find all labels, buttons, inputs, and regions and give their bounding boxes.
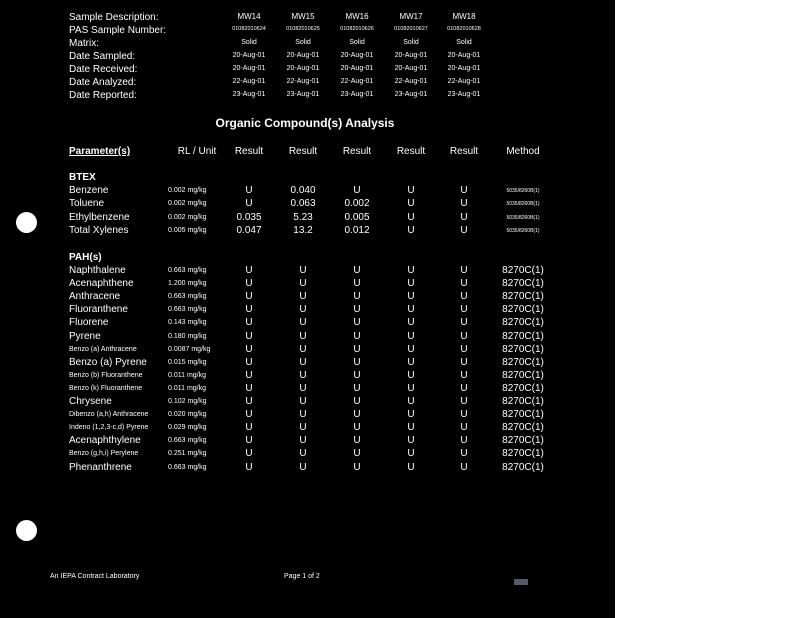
result-cell: U	[245, 330, 253, 342]
reporting-limit: 1.200 mg/kg	[168, 280, 207, 288]
result-cell: U	[299, 396, 307, 407]
method-code: 8270C(1)	[502, 317, 544, 329]
table-row	[0, 331, 615, 344]
reporting-limit: 0.015 mg/kg	[168, 358, 207, 366]
result-cell: U	[245, 265, 253, 276]
sample-matrix-5: Solid	[456, 39, 472, 46]
result-cell: U	[353, 382, 361, 394]
result-cell: U	[407, 291, 415, 303]
column-header-result-4: Result	[396, 146, 426, 157]
result-cell: U	[245, 304, 253, 316]
label-date-received: Date Received:	[69, 64, 138, 75]
result-cell: U	[460, 265, 468, 276]
parameter-name: Fluorene	[69, 317, 109, 329]
result-cell: U	[299, 461, 307, 473]
result-cell: U	[353, 435, 361, 447]
result-cell: U	[407, 185, 415, 196]
result-cell: U	[299, 435, 307, 447]
label-date-sampled: Date Sampled:	[69, 51, 136, 62]
result-cell: U	[460, 422, 468, 434]
parameter-name: Total Xylenes	[69, 224, 129, 236]
result-cell: U	[460, 211, 468, 223]
parameter-name: Acenaphthylene	[69, 435, 141, 447]
result-cell: U	[245, 382, 253, 394]
sample-number-5: 01082010628	[447, 26, 481, 32]
sample-number-4: 01082010627	[394, 26, 428, 32]
result-cell: U	[245, 435, 253, 447]
table-row	[0, 185, 615, 198]
sample-matrix-4: Solid	[403, 39, 419, 46]
table-row	[0, 448, 615, 461]
result-cell: U	[299, 291, 307, 303]
result-cell: U	[460, 448, 468, 460]
sample-sampled-5: 20-Aug-01	[447, 52, 481, 59]
reporting-limit: 0.180 mg/kg	[168, 332, 207, 340]
sample-sampled-2: 20-Aug-01	[286, 52, 320, 59]
method-code: 8270C(1)	[502, 382, 544, 394]
parameter-name: Benzo (a) Anthracene	[69, 345, 137, 353]
method-code: 8270C(1)	[502, 330, 544, 342]
method-code: 5035/8260B(1)	[506, 201, 540, 208]
sample-number-2: 01082010625	[286, 26, 320, 32]
column-header-parameter: Parameter(s)	[69, 146, 131, 157]
column-header-result-2: Result	[288, 146, 318, 157]
method-code: 8270C(1)	[502, 343, 544, 355]
method-code: 8270C(1)	[502, 265, 544, 276]
result-cell: U	[245, 396, 253, 407]
result-cell: U	[353, 304, 361, 316]
result-cell: U	[245, 343, 253, 355]
method-code: 5035/8260B(1)	[506, 188, 540, 194]
table-row	[0, 409, 615, 422]
method-code: 8270C(1)	[502, 291, 544, 303]
parameter-name: Acenaphthene	[69, 278, 134, 290]
result-cell: U	[353, 356, 361, 368]
result-cell: U	[407, 435, 415, 447]
sample-received-4: 20-Aug-01	[394, 65, 428, 72]
result-cell: U	[245, 422, 253, 434]
result-cell: U	[299, 356, 307, 368]
result-cell: 0.005	[344, 211, 370, 223]
result-cell: U	[245, 356, 253, 368]
table-row	[0, 422, 615, 435]
table-row	[0, 357, 615, 370]
result-cell: U	[245, 198, 253, 210]
reporting-limit: 0.251 mg/kg	[168, 450, 207, 458]
reporting-limit: 0.002 mg/kg	[168, 187, 207, 194]
result-cell: U	[407, 317, 415, 329]
parameter-name: Naphthalene	[69, 265, 126, 276]
parameter-name: Anthracene	[69, 291, 121, 303]
group-label-pah: PAH(s)	[69, 252, 102, 263]
column-header-result-5: Result	[449, 146, 479, 157]
method-code: 5035/8260B(1)	[506, 227, 540, 234]
result-cell: U	[299, 422, 307, 434]
result-cell: U	[299, 343, 307, 355]
sample-received-5: 20-Aug-01	[447, 65, 481, 72]
result-cell: U	[245, 461, 253, 473]
reporting-limit: 0.663 mg/kg	[168, 267, 207, 274]
label-date-analyzed: Date Analyzed:	[69, 77, 137, 88]
table-row	[0, 344, 615, 357]
result-cell: U	[353, 265, 361, 276]
parameter-name: Dibenzo (a,h) Anthracene	[69, 411, 149, 419]
table-row	[0, 383, 615, 396]
method-code: 8270C(1)	[502, 461, 544, 473]
method-code: 8270C(1)	[502, 435, 544, 447]
parameter-name: Benzo (a) Pyrene	[69, 356, 147, 368]
result-cell: U	[460, 224, 468, 236]
report-title: Organic Compound(s) Analysis	[215, 116, 395, 130]
footer-lab-note: An IEPA Contract Laboratory	[50, 573, 140, 580]
result-cell: U	[460, 369, 468, 381]
sample-analyzed-1: 22-Aug-01	[232, 78, 266, 85]
result-cell: U	[460, 356, 468, 368]
result-cell: U	[245, 291, 253, 303]
method-code: 8270C(1)	[502, 409, 544, 421]
result-cell: U	[460, 409, 468, 421]
result-cell: U	[299, 369, 307, 381]
result-cell: U	[407, 198, 415, 210]
parameter-name: Benzo (k) Fluoranthene	[69, 384, 143, 392]
result-cell: U	[353, 343, 361, 355]
result-cell: U	[407, 278, 415, 290]
table-row	[0, 317, 615, 330]
reporting-limit: 0.663 mg/kg	[168, 463, 207, 471]
result-cell: U	[460, 382, 468, 394]
sample-reported-5: 23-Aug-01	[447, 91, 481, 98]
result-cell: 0.040	[290, 185, 316, 196]
result-cell: U	[407, 304, 415, 316]
parameter-name: Benzo (g,h,i) Perylene	[69, 450, 139, 458]
parameter-name: Benzene	[69, 185, 109, 196]
result-cell: U	[460, 330, 468, 342]
result-cell: U	[407, 382, 415, 394]
result-cell: U	[245, 278, 253, 290]
sample-description-2: MW15	[291, 12, 315, 21]
result-cell: U	[460, 185, 468, 196]
sample-description-5: MW18	[452, 12, 476, 21]
parameter-name: Benzo (b) Fluoranthene	[69, 371, 143, 379]
result-cell: U	[299, 448, 307, 460]
result-cell: 5.23	[293, 211, 313, 223]
reporting-limit: 0.663 mg/kg	[168, 437, 207, 445]
label-matrix: Matrix:	[69, 38, 99, 49]
method-code: 8270C(1)	[502, 356, 544, 368]
sample-number-3: 01082010626	[340, 26, 374, 32]
result-cell: U	[353, 317, 361, 329]
result-cell: U	[460, 396, 468, 407]
footer-page-number: Page 1 of 2	[284, 573, 320, 580]
sample-analyzed-5: 22-Aug-01	[447, 78, 481, 85]
table-row	[0, 370, 615, 383]
sample-number-1: 01082010624	[232, 26, 266, 32]
sample-received-2: 20-Aug-01	[286, 65, 320, 72]
column-header-result-1: Result	[234, 146, 264, 157]
result-cell: U	[353, 409, 361, 421]
result-cell: U	[407, 343, 415, 355]
table-row	[0, 278, 615, 291]
result-cell: U	[353, 448, 361, 460]
sample-matrix-2: Solid	[295, 39, 311, 46]
column-header-rl-unit: RL / Unit	[177, 146, 217, 157]
result-cell: U	[460, 304, 468, 316]
result-cell: 0.012	[344, 224, 370, 236]
result-cell: 0.047	[236, 224, 262, 236]
result-cell: U	[460, 343, 468, 355]
sample-analyzed-2: 22-Aug-01	[286, 78, 320, 85]
parameter-name: Ethylbenzene	[69, 211, 130, 223]
result-cell: U	[407, 211, 415, 223]
parameter-name: Indeno (1,2,3-c,d) Pyrene	[69, 424, 149, 432]
result-cell: U	[245, 185, 253, 196]
group-label-btex: BTEX	[69, 172, 96, 183]
parameter-name: Phenanthrene	[69, 461, 132, 473]
label-sample-description: Sample Description:	[69, 12, 159, 23]
table-row	[0, 435, 615, 448]
table-row	[0, 462, 615, 475]
result-cell: U	[407, 448, 415, 460]
result-cell: U	[407, 224, 415, 236]
table-row	[0, 225, 615, 238]
result-cell: U	[299, 278, 307, 290]
sample-analyzed-3: 22-Aug-01	[340, 78, 374, 85]
reporting-limit: 0.102 mg/kg	[168, 398, 207, 405]
result-cell: U	[299, 304, 307, 316]
reporting-limit: 0.011 mg/kg	[168, 371, 207, 379]
result-cell: U	[353, 185, 361, 196]
reporting-limit: 0.020 mg/kg	[168, 411, 207, 419]
parameter-name: Toluene	[69, 198, 105, 210]
sample-description-4: MW17	[399, 12, 423, 21]
result-cell: U	[299, 265, 307, 276]
sample-sampled-1: 20-Aug-01	[232, 52, 266, 59]
table-row	[0, 198, 615, 211]
result-cell: U	[353, 330, 361, 342]
label-date-reported: Date Reported:	[69, 90, 137, 101]
result-cell: U	[407, 409, 415, 421]
reporting-limit: 0.005 mg/kg	[168, 226, 207, 234]
column-header-method: Method	[506, 146, 540, 157]
result-cell: U	[245, 448, 253, 460]
table-row	[0, 265, 615, 278]
table-row	[0, 396, 615, 409]
result-cell: 0.035	[236, 211, 262, 223]
result-cell: U	[460, 317, 468, 329]
result-cell: U	[460, 291, 468, 303]
method-code: 5035/8260B(1)	[506, 214, 540, 221]
binder-hole-bottom	[16, 520, 37, 541]
result-cell: U	[353, 278, 361, 290]
result-cell: U	[460, 198, 468, 210]
table-row	[0, 304, 615, 317]
result-cell: U	[353, 422, 361, 434]
sample-received-1: 20-Aug-01	[232, 65, 266, 72]
reporting-limit: 0.663 mg/kg	[168, 306, 207, 314]
result-cell: U	[353, 291, 361, 303]
result-cell: 0.002	[344, 198, 370, 210]
result-cell: U	[299, 409, 307, 421]
method-code: 8270C(1)	[502, 422, 544, 434]
result-cell: U	[299, 330, 307, 342]
reporting-limit: 0.002 mg/kg	[168, 213, 207, 221]
column-header-result-3: Result	[342, 146, 372, 157]
label-pas-sample-number: PAS Sample Number:	[69, 25, 167, 36]
sample-matrix-3: Solid	[349, 39, 365, 46]
result-cell: U	[245, 317, 253, 329]
sample-reported-1: 23-Aug-01	[232, 91, 266, 98]
result-cell: U	[460, 278, 468, 290]
result-cell: U	[407, 422, 415, 434]
sample-reported-3: 23-Aug-01	[340, 91, 374, 98]
result-cell: U	[299, 382, 307, 394]
method-code: 8270C(1)	[502, 278, 544, 290]
result-cell: U	[245, 369, 253, 381]
result-cell: U	[407, 356, 415, 368]
method-code: 8270C(1)	[502, 396, 544, 407]
reporting-limit: 0.0087 mg/kg	[168, 345, 211, 353]
reporting-limit: 0.002 mg/kg	[168, 200, 207, 208]
result-cell: U	[353, 461, 361, 473]
stamp-mark	[514, 579, 528, 585]
sample-received-3: 20-Aug-01	[340, 65, 374, 72]
result-cell: U	[353, 396, 361, 407]
sample-sampled-3: 20-Aug-01	[340, 52, 374, 59]
result-cell: U	[407, 396, 415, 407]
method-code: 8270C(1)	[502, 369, 544, 381]
sample-matrix-1: Solid	[241, 39, 257, 46]
result-cell: U	[245, 409, 253, 421]
parameter-name: Chrysene	[69, 396, 112, 407]
result-cell: U	[460, 435, 468, 447]
result-cell: U	[407, 461, 415, 473]
sample-reported-2: 23-Aug-01	[286, 91, 320, 98]
reporting-limit: 0.029 mg/kg	[168, 424, 207, 432]
result-cell: U	[407, 330, 415, 342]
sample-description-3: MW16	[345, 12, 369, 21]
sample-description-1: MW14	[237, 12, 261, 21]
result-cell: U	[460, 461, 468, 473]
result-cell: 0.063	[290, 198, 316, 210]
sample-sampled-4: 20-Aug-01	[394, 52, 428, 59]
result-cell: U	[407, 369, 415, 381]
result-cell: U	[353, 369, 361, 381]
method-code: 8270C(1)	[502, 448, 544, 460]
sample-reported-4: 23-Aug-01	[394, 91, 428, 98]
parameter-name: Fluoranthene	[69, 304, 128, 316]
method-code: 8270C(1)	[502, 304, 544, 316]
reporting-limit: 0.663 mg/kg	[168, 293, 207, 301]
result-cell: U	[407, 265, 415, 276]
result-cell: 13.2	[293, 224, 313, 236]
reporting-limit: 0.011 mg/kg	[168, 384, 207, 392]
sample-analyzed-4: 22-Aug-01	[394, 78, 428, 85]
table-row	[0, 291, 615, 304]
table-row	[0, 212, 615, 225]
result-cell: U	[299, 317, 307, 329]
parameter-name: Pyrene	[69, 330, 101, 342]
reporting-limit: 0.143 mg/kg	[168, 319, 207, 327]
